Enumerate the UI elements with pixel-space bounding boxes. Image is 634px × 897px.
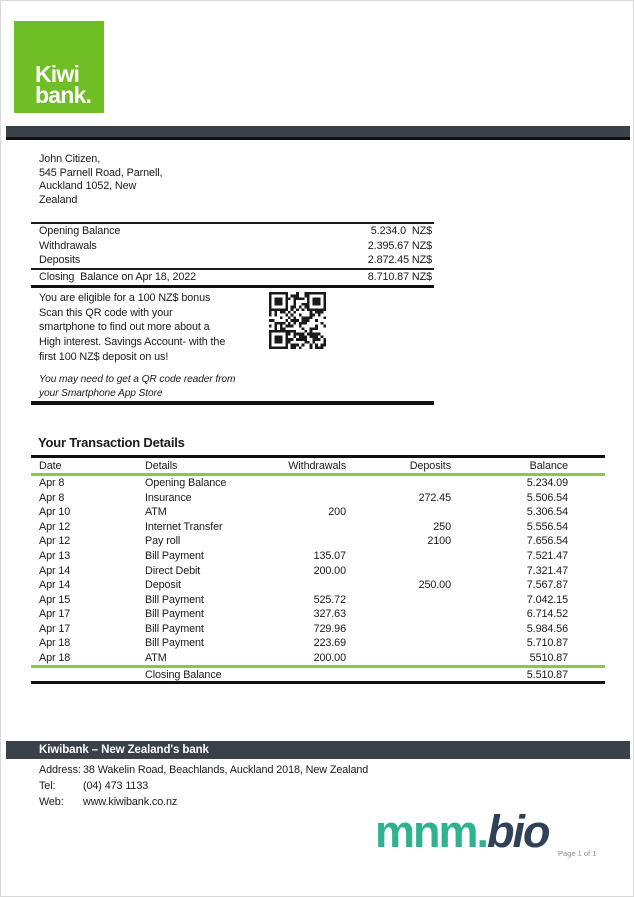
- tx-date: Apr 14: [39, 579, 71, 592]
- promo-message-line: You are eligible for a 100 NZ$ bonus: [39, 292, 211, 304]
- watermark-part-2: bio: [487, 806, 549, 857]
- col-header-deposits: Deposits: [409, 459, 451, 472]
- tx-date: Apr 17: [39, 608, 71, 621]
- tx-date: Apr 15: [39, 593, 71, 606]
- tx-withdrawal: 525.72: [313, 593, 346, 606]
- recipient-address-line: Auckland 1052, New: [39, 180, 137, 193]
- tx-date: Apr 12: [39, 535, 71, 548]
- tx-details: Bill Payment: [145, 550, 204, 562]
- kiwibank-logo-text: [35, 61, 92, 108]
- promo-message-line: first 100 NZ$ deposit on us!: [39, 350, 169, 363]
- summary-row: [31, 239, 434, 254]
- recipient-address-line: 545 Parnell Road, Parnell,: [39, 166, 163, 179]
- col-header-balance: Balance: [529, 459, 568, 472]
- qr-code: [269, 292, 326, 349]
- summary-value: 5.234.0 NZ$: [370, 225, 432, 238]
- contact-label: Web:: [39, 795, 64, 808]
- transaction-row: [31, 549, 568, 564]
- tx-date: Apr 18: [39, 637, 71, 650]
- qr-reader-note-line: You may need to get a QR code reader from: [39, 374, 236, 385]
- transaction-row: [31, 563, 568, 578]
- tx-withdrawal: 200.00: [313, 564, 346, 577]
- tx-date: Apr 14: [39, 564, 71, 577]
- tx-details: ATM: [145, 651, 167, 664]
- transactions-title: Your Transaction Details: [38, 435, 185, 450]
- tx-balance: 5.710.87: [526, 637, 568, 650]
- tx-balance: 7.567.87: [526, 579, 568, 592]
- transaction-row: [31, 578, 568, 593]
- section-divider-line: [31, 401, 434, 405]
- col-header-withdrawals: Withdrawals: [288, 459, 346, 472]
- watermark-part-1: mnm.: [375, 806, 488, 857]
- col-header-details: Details: [145, 459, 178, 472]
- transaction-row: [31, 534, 568, 549]
- watermark-logo: [375, 806, 549, 858]
- transaction-row: [31, 476, 568, 491]
- tx-balance: 5.556.54: [526, 520, 568, 533]
- tx-balance: 7.321.47: [526, 564, 568, 577]
- contact-row: [39, 763, 368, 779]
- tx-withdrawal: 223.69: [313, 637, 346, 650]
- tx-balance: 7.042.15: [526, 593, 568, 606]
- tx-details: ATM: [145, 506, 167, 519]
- tx-date: Apr 13: [39, 550, 71, 562]
- transactions-closing-row: [31, 668, 605, 684]
- tx-balance: 5.984.56: [526, 622, 568, 635]
- tx-details: Bill Payment: [145, 622, 204, 635]
- transaction-row: [31, 651, 568, 666]
- recipient-address: [39, 153, 162, 207]
- summary-value: 2.872.45 NZ$: [367, 254, 432, 267]
- tx-withdrawal: 729.96: [313, 622, 346, 635]
- contact-row: [39, 795, 368, 811]
- balance-summary-table: [31, 222, 434, 288]
- tx-date: Apr 8: [39, 477, 65, 490]
- tx-details: Bill Payment: [145, 637, 204, 650]
- promo-message-line: Scan this QR code with your: [39, 306, 173, 319]
- tx-details: Internet Transfer: [145, 520, 223, 533]
- qr-reader-note-line: your Smartphone App Store: [39, 387, 163, 399]
- promo-message-line: High interest. Savings Account- with the: [39, 336, 226, 349]
- tx-withdrawal: 200.00: [313, 651, 346, 664]
- tx-deposit: 272.45: [418, 491, 451, 504]
- tx-details: Pay roll: [145, 535, 181, 548]
- tx-withdrawal: 200: [328, 506, 346, 519]
- recipient-address-line: John Citizen,: [39, 153, 101, 165]
- tx-details: Bill Payment: [145, 593, 204, 606]
- summary-label: Deposits: [39, 254, 81, 267]
- transaction-row: [31, 491, 568, 506]
- tx-balance: 7.656.54: [526, 535, 568, 548]
- closing-row-balance: 5.510.87: [526, 668, 568, 681]
- contact-row: [39, 779, 368, 795]
- logo-line-2: bank.: [35, 82, 92, 108]
- tx-details: Bill Payment: [145, 608, 204, 621]
- summary-row: [31, 253, 434, 268]
- closing-balance-value: 8.710.87 NZ$: [367, 271, 432, 284]
- tx-date: Apr 17: [39, 622, 71, 635]
- page-number: Page 1 of 1: [558, 849, 597, 858]
- promo-message-line: smartphone to find out more about a: [39, 321, 210, 334]
- tx-details: Opening Balance: [145, 477, 227, 490]
- logo-line-1: Kiwi: [35, 61, 80, 87]
- contact-value: www.kiwibank.co.nz: [83, 795, 178, 808]
- footer-bar: [6, 741, 630, 759]
- footer-bar-title: Kiwibank – New Zealand's bank: [39, 744, 209, 756]
- summary-row: [31, 224, 434, 239]
- kiwibank-logo: [14, 21, 104, 113]
- tx-date: Apr 18: [39, 651, 71, 664]
- transactions-body: [31, 476, 605, 665]
- tx-deposit: 250: [433, 520, 451, 533]
- tx-details: Direct Debit: [145, 564, 201, 577]
- transactions-table: [31, 455, 605, 684]
- contact-value: 38 Wakelin Road, Beachlands, Auckland 2018, New Zealand: [83, 764, 369, 776]
- balance-summary-rows: [31, 224, 434, 268]
- recipient-address-line: Zealand: [39, 193, 78, 206]
- qr-reader-note: [39, 373, 289, 400]
- tx-balance: 5510.87: [529, 651, 568, 664]
- contact-label: Address:: [39, 764, 81, 776]
- promo-message: [39, 291, 274, 365]
- summary-value: 2.395.67 NZ$: [367, 239, 432, 252]
- header-divider-bar: [6, 126, 630, 140]
- tx-balance: 5.306.54: [526, 506, 568, 519]
- closing-row-label: Closing Balance: [145, 668, 222, 681]
- tx-date: Apr 8: [39, 491, 65, 504]
- transactions-header-row: [31, 458, 568, 473]
- transaction-row: [31, 621, 568, 636]
- closing-balance-label: Closing Balance on Apr 18, 2022: [39, 271, 197, 284]
- tx-details: Insurance: [145, 491, 192, 504]
- contact-value: (04) 473 1133: [83, 779, 149, 792]
- transaction-row: [31, 520, 568, 535]
- tx-balance: 5.234.09: [526, 477, 568, 490]
- tx-balance: 6.714.52: [526, 608, 568, 621]
- footer-contacts: [39, 763, 368, 810]
- tx-balance: 7.521.47: [526, 550, 568, 562]
- summary-closing-row: [31, 268, 434, 288]
- transaction-row: [31, 636, 568, 651]
- col-header-date: Date: [39, 459, 62, 472]
- summary-label: Withdrawals: [39, 239, 97, 252]
- tx-withdrawal: 135.07: [313, 550, 346, 562]
- tx-withdrawal: 327.63: [313, 608, 346, 621]
- tx-details: Deposit: [145, 579, 181, 592]
- transaction-row: [31, 607, 568, 622]
- tx-deposit: 2100: [427, 535, 451, 548]
- summary-label: Opening Balance: [39, 225, 121, 238]
- tx-deposit: 250.00: [418, 579, 451, 592]
- tx-date: Apr 10: [39, 506, 71, 519]
- contact-label: Tel:: [39, 779, 56, 792]
- transaction-row: [31, 505, 568, 520]
- tx-balance: 5.506.54: [526, 491, 568, 504]
- transaction-row: [31, 592, 568, 607]
- tx-date: Apr 12: [39, 520, 71, 533]
